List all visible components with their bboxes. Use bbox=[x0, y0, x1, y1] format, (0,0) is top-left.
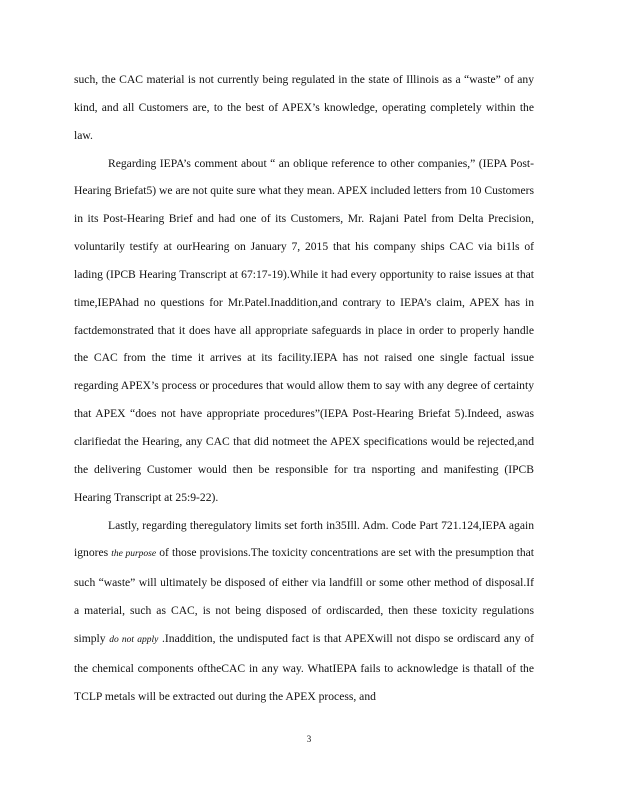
paragraph-3-segment-5: .Inaddition, the undisputed fact is that APEXwill not dispo se ordiscard any of the chemical components oftheCAC in any way. WhatIEPA fails to acknowledge is thatall of the TCLP metals will be extracted out during the APEX process, and bbox=[74, 631, 534, 703]
paragraph-2-text: Regarding IEPA’s comment about “ an oblique reference to other companies,” (IEPA Post-Hearing Briefat5) we are not quite sure what they mean. APEX included letters from 10 Customers in its Post-Hearing Brief and had one of its Customers, Mr. Rajani Patel from Delta Precision, voluntarily testify at ourHearing on January 7, 2015 that his company ships CAC via bi1ls of lading (IPCB Hearing Transcript at 67:17-19).While it had every opportunity to raise issues at that time,IEPAhad no questions for Mr.Patel.Inaddition,and contrary to IEPA’s claim, APEX has in factdemonstrated that it does have all appropriate safeguards in place in order to properly handle the CAC from the time it arrives at its facility.IEPA has not raised one single factual issue regarding APEX’s process or procedures that would allow them to say with any degree of certainty that APEX “does not have appropriate procedures”(IEPA Post-Hearing Briefat 5).Indeed, aswas clarifiedat the Hearing, any CAC that did notmeet the APEX specifications would be rejected,and the delivering Customer would then be responsible for tra nsporting and manifesting (IPCB Hearing Transcript at 25:9-22). bbox=[74, 156, 534, 504]
paragraph-3-emphasis-do-not-apply: do not apply bbox=[109, 634, 159, 645]
document-body bbox=[74, 66, 534, 710]
paragraph-3-emphasis-the-purpose: the purpose bbox=[111, 549, 157, 560]
paragraph-1 bbox=[74, 66, 534, 150]
paragraph-3-segment-3: of those provisions.The toxicity concentrations are set with the presumption that such “waste” will ultimately be disposed of either via landfill or some other method of disposal.If a material, such as CAC, is not being disposed of ordiscarded, then these toxicity regulations simply bbox=[74, 546, 535, 645]
page-number: 3 bbox=[306, 734, 312, 744]
paragraph-3 bbox=[74, 512, 534, 711]
paragraph-1-text: such, the CAC material is not currently being regulated in the state of Illinois as a “waste” of any kind, and all Customers are, to the best of APEX’s knowledge, operating completely within the law. bbox=[74, 73, 534, 142]
paragraph-3-segment-1: Lastly, regarding theregulatory limits set forth in35Ill. Adm. Code Part 721.124,IEPA again ignores bbox=[74, 518, 534, 560]
paragraph-2 bbox=[74, 150, 534, 512]
